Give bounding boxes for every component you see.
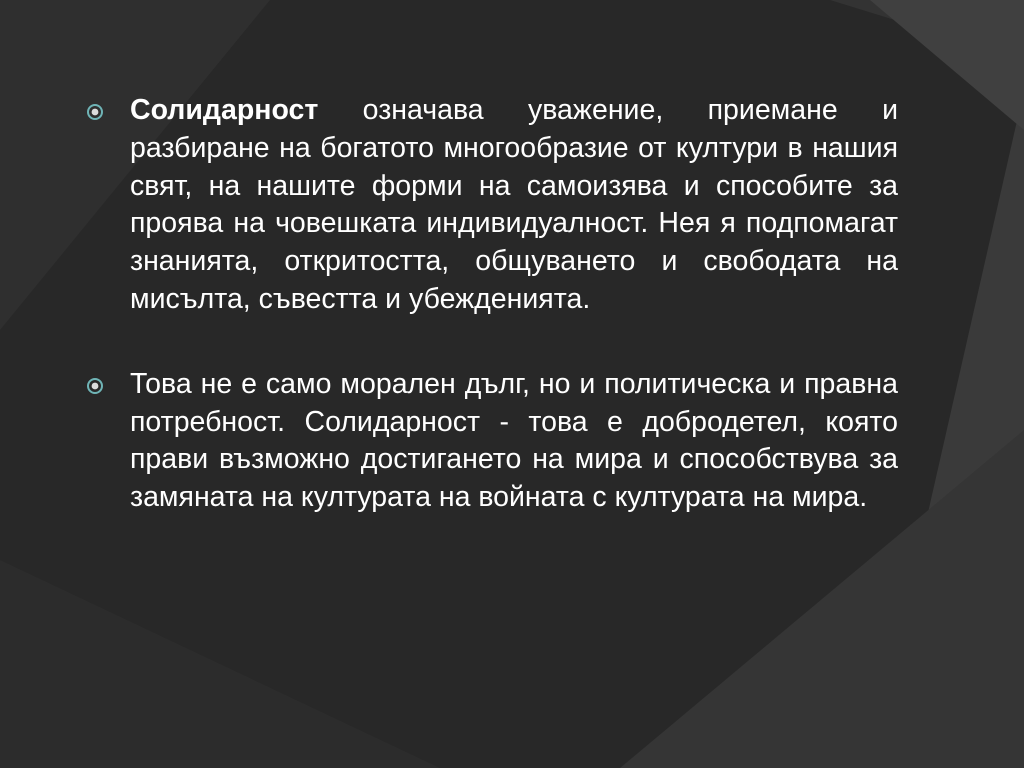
bullet-text bbox=[130, 366, 898, 517]
circled-dot-icon bbox=[86, 103, 104, 121]
bullet-item-1 bbox=[86, 92, 898, 319]
bullet-body: Това не е само морален дълг, но и политическа и правна потребност. Солидарност - това е добродетел, която прави възможно достигането на мира и способствува за замяната на културата на войната с културата на мира. bbox=[130, 367, 898, 514]
bullet-item-2 bbox=[86, 366, 898, 517]
bullet-lead-term: Солидарност bbox=[130, 94, 319, 126]
circled-dot-icon bbox=[86, 377, 104, 395]
bullet-text bbox=[130, 92, 898, 319]
slide-body bbox=[86, 92, 898, 564]
bullet-body: означава уважение, приемане и разбиране на богатото многообразие от култури в нашия свят, на нашите форми на самоизява и способите за проява на човешката индивидуалност. Нея я подпомагат знанията, откритостта, общуването и свободата на мисълта, съвестта и убежденията. bbox=[130, 94, 898, 315]
